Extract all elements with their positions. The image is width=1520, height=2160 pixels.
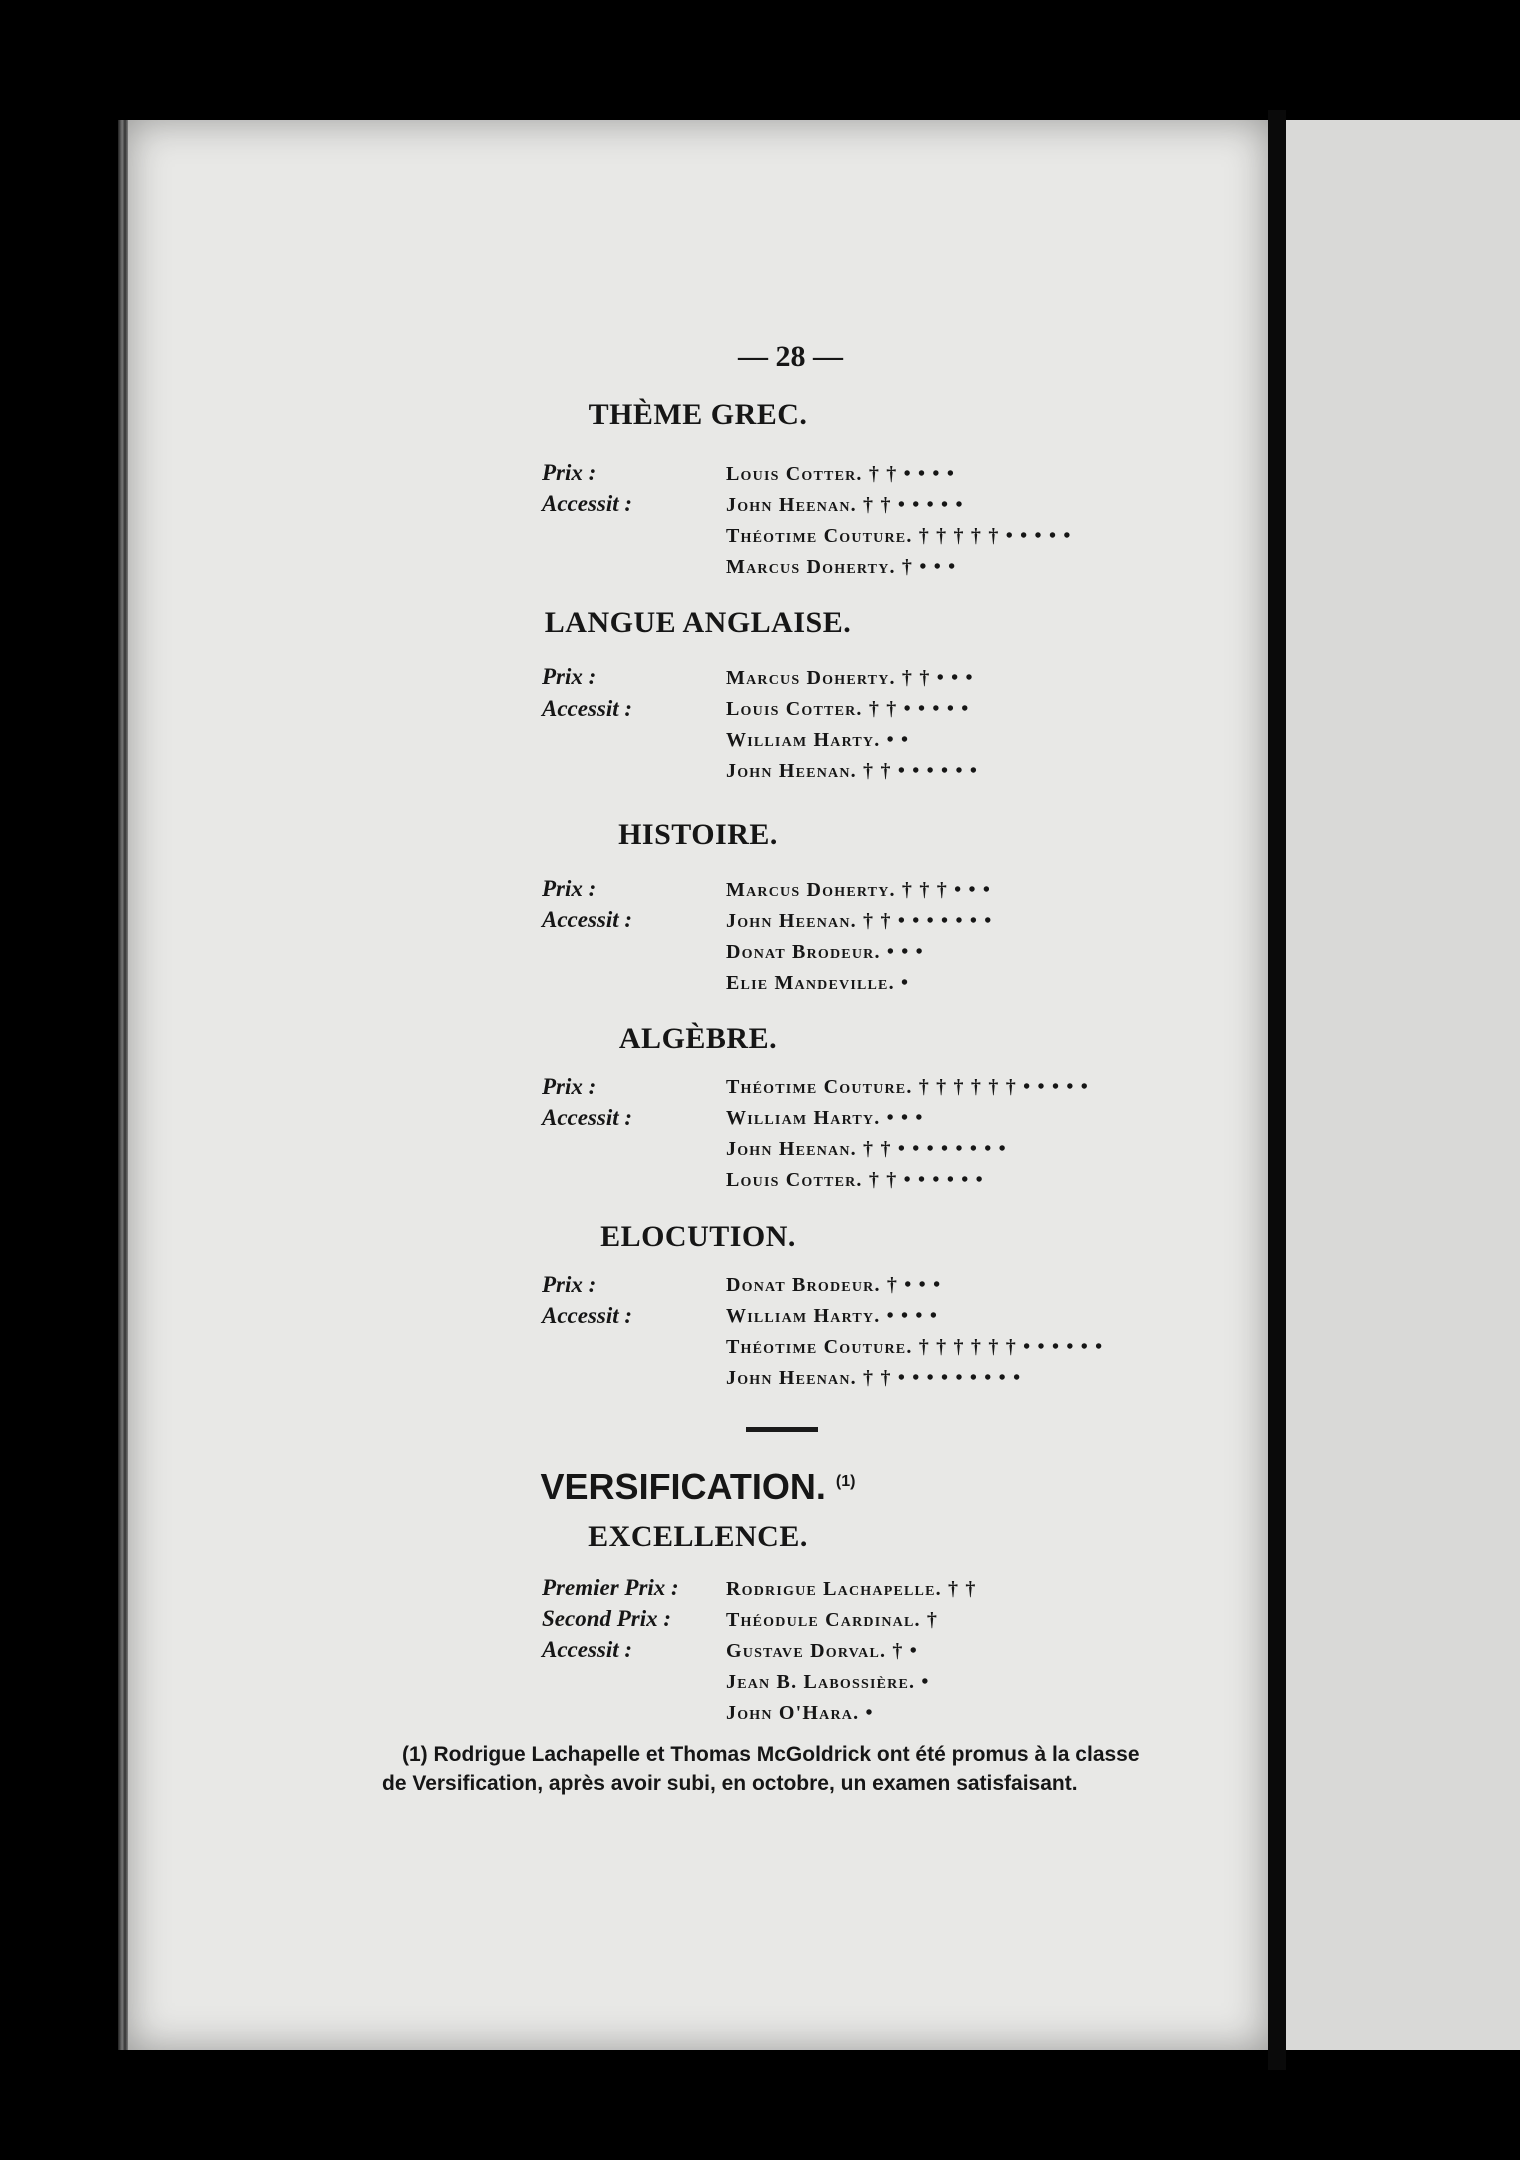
prize-label: Prix : (542, 876, 597, 901)
prize-label: Prix : (542, 460, 597, 485)
first-prize-label: Premier Prix : (542, 1575, 679, 1600)
entry: Théodule Cardinal. † (726, 1609, 939, 1631)
prize-label: Prix : (542, 1272, 597, 1297)
entry: William Harty. • • • • (726, 1305, 939, 1327)
entry: Théotime Couture. † † † † † † • • • • • (726, 1076, 1089, 1098)
entry: John Heenan. † † • • • • • (726, 494, 964, 516)
footnote (382, 1740, 1212, 1798)
accessit-label: Accessit : (542, 491, 633, 516)
entry: Marcus Doherty. † • • • (726, 556, 957, 578)
entry: Théotime Couture. † † † † † • • • • • (726, 525, 1072, 547)
section-title-algebre: ALGÈBRE. (618, 1022, 778, 1055)
entry: Rodrigue Lachapelle. † † (726, 1578, 977, 1600)
accessit-label: Accessit : (542, 1105, 633, 1130)
entry: William Harty. • • • (726, 1107, 924, 1129)
entry: Louis Cotter. † † • • • • • • (726, 1169, 984, 1191)
entry: Louis Cotter. † † • • • • (726, 463, 956, 485)
footnote-line-1: (1) Rodrigue Lachapelle et Thomas McGoldrick ont été promus à la classe (402, 1743, 1140, 1766)
section-title-theme-grec: THÈME GREC. (588, 398, 808, 431)
section-title-langue-anglaise: LANGUE ANGLAISE. (544, 606, 852, 639)
section-title-histoire: HISTOIRE. (618, 818, 778, 851)
prize-label: Prix : (542, 664, 597, 689)
entry: John Heenan. † † • • • • • • • (726, 910, 993, 932)
adjacent-page (1286, 120, 1520, 2050)
accessit-label: Accessit : (542, 1303, 633, 1328)
accessit-label: Accessit : (542, 1637, 633, 1662)
accessit-label: Accessit : (542, 907, 633, 932)
entry: Marcus Doherty. † † • • • (726, 667, 974, 689)
section-title-elocution: ELOCUTION. (600, 1220, 796, 1253)
entry: Théotime Couture. † † † † † † • • • • • • (726, 1336, 1104, 1358)
accessit-label: Accessit : (542, 696, 633, 721)
entry: John Heenan. † † • • • • • • (726, 760, 979, 782)
entry: Louis Cotter. † † • • • • • (726, 698, 970, 720)
entry: John Heenan. † † • • • • • • • • • (726, 1367, 1022, 1389)
divider-rule (746, 1427, 818, 1432)
second-prize-label: Second Prix : (542, 1606, 672, 1631)
footnote-marker: (1) (835, 1473, 856, 1490)
page-number: — 28 — (738, 340, 843, 373)
entry: Jean B. Labossière. • (726, 1671, 930, 1693)
entry: Donat Brodeur. • • • (726, 941, 924, 963)
entry: John Heenan. † † • • • • • • • • (726, 1138, 1007, 1160)
versification-title (128, 1466, 1268, 1508)
entry: Marcus Doherty. † † † • • • (726, 879, 992, 901)
prize-label: Prix : (542, 1074, 597, 1099)
entry: John O'Hara. • (726, 1702, 874, 1724)
footnote-line-2: de Versification, après avoir subi, en octobre, un examen satisfaisant. (382, 1772, 1078, 1795)
book-gutter (1268, 110, 1286, 2070)
versification-title-text: VERSIFICATION. (540, 1466, 826, 1507)
excellence-subtitle: EXCELLENCE. (588, 1520, 808, 1553)
entry: Donat Brodeur. † • • • (726, 1274, 942, 1296)
entry: William Harty. • • (726, 729, 910, 751)
entry: Gustave Dorval. † • (726, 1640, 919, 1662)
entry: Elie Mandeville. • (726, 972, 910, 994)
